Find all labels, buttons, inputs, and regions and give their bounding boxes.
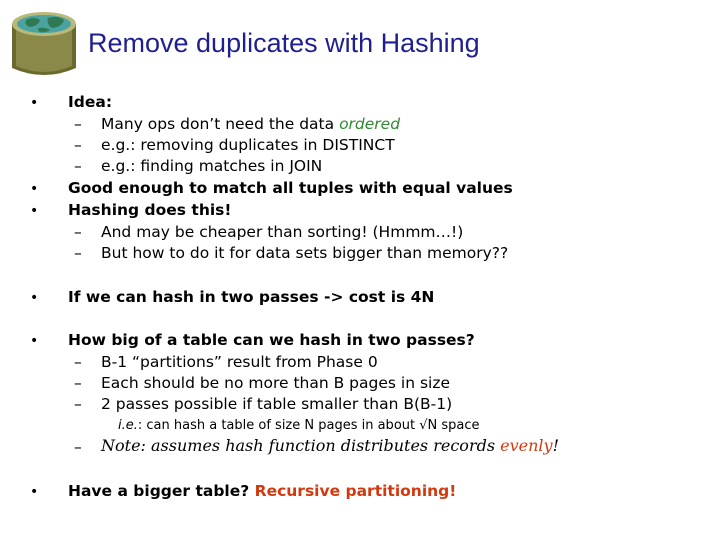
- subitem-not-ordered: Many ops don’t need the data ordered: [101, 115, 401, 133]
- emphasis-ordered: ordered: [339, 115, 401, 133]
- bullet-how-big: How big of a table can we hash in two passes?: [68, 331, 475, 349]
- bullet: •: [30, 333, 39, 349]
- dash: –: [74, 374, 82, 392]
- bullet: •: [30, 290, 39, 306]
- bullet-hashing: Hashing does this!: [68, 201, 232, 219]
- subitem-partitions: B-1 “partitions” result from Phase 0: [101, 353, 378, 371]
- bullet-idea: Idea:: [68, 93, 113, 111]
- subitem-join: e.g.: finding matches in JOIN: [101, 157, 323, 175]
- emphasis-evenly: evenly: [500, 436, 553, 455]
- dash: –: [74, 115, 82, 133]
- bullet: •: [30, 181, 39, 197]
- subitem-b-pages: Each should be no more than B pages in size: [101, 374, 450, 392]
- dash: –: [74, 223, 82, 241]
- bullet: •: [30, 95, 39, 111]
- subitem-cheaper: And may be cheaper than sorting! (Hmmm…!): [101, 223, 464, 241]
- dash: –: [74, 157, 82, 175]
- note-hash-distribution: Note: assumes hash function distributes records evenly!: [101, 436, 559, 455]
- subitem-bigger-than-memory: But how to do it for data sets bigger than memory??: [101, 244, 509, 262]
- bullet-two-passes: If we can hash in two passes -> cost is 4N: [68, 288, 435, 306]
- bullet-good-enough: Good enough to match all tuples with equal values: [68, 179, 513, 197]
- dash: –: [74, 353, 82, 371]
- emphasis-recursive-partitioning: Recursive partitioning!: [254, 482, 457, 500]
- bullet: •: [30, 203, 39, 219]
- dash: –: [74, 438, 82, 456]
- bullet: •: [30, 484, 39, 500]
- subitem-two-passes-possible: 2 passes possible if table smaller than B(B-1): [101, 395, 453, 413]
- subitem-distinct: e.g.: removing duplicates in DISTINCT: [101, 136, 395, 154]
- dash: –: [74, 136, 82, 154]
- dash: –: [74, 395, 82, 413]
- dash: –: [74, 244, 82, 262]
- sqrt-space-note: i.e.: can hash a table of size N pages in about √N space: [118, 418, 480, 433]
- database-cylinder-globe-icon: [8, 8, 80, 84]
- bullet-bigger-table: Have a bigger table? Recursive partitioning!: [68, 482, 457, 500]
- slide-title: Remove duplicates with Hashing: [88, 28, 480, 58]
